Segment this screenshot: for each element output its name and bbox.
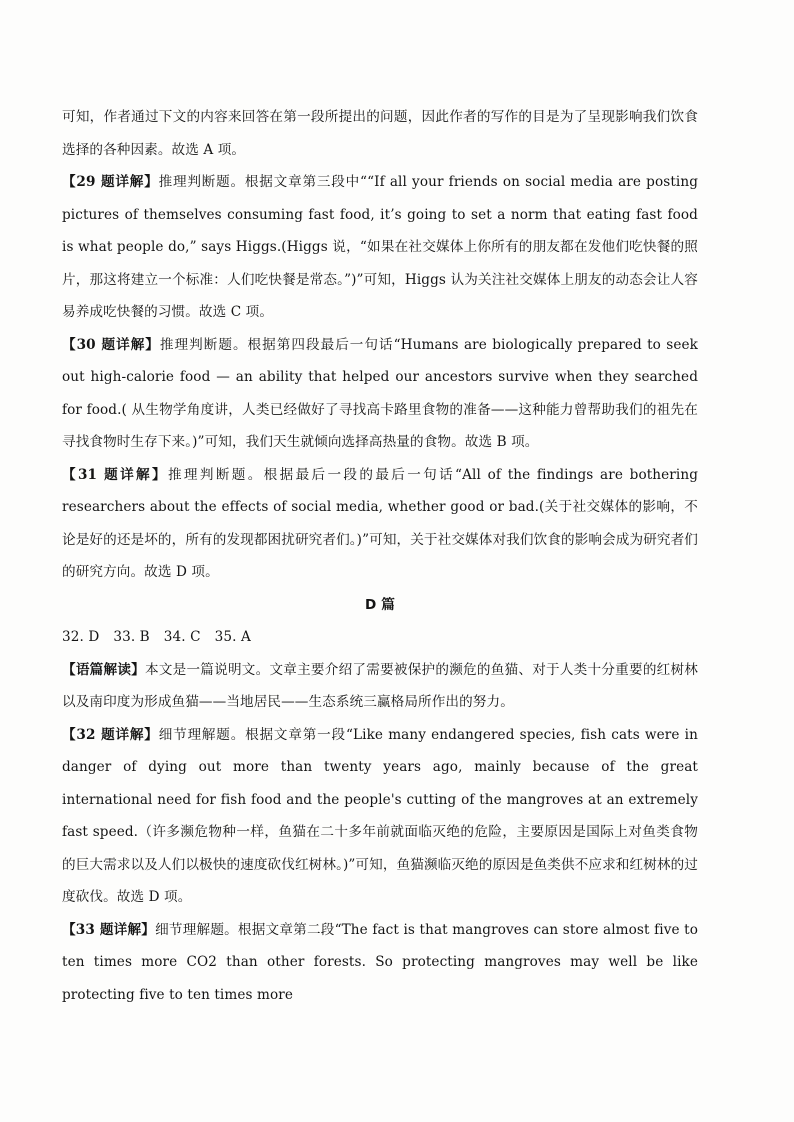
q31-explanation <box>62 459 698 589</box>
intro-paragraph: 可知，作者通过下文的内容来回答在第一段所提出的问题，因此作者的写作的目是为了呈现影响我们饮食选择的各种因素。故选 A 项。 <box>62 109 698 158</box>
q32-explanation <box>62 719 698 914</box>
answer-35: 35. A <box>214 629 251 645</box>
q30-text: 推理判断题。根据第四段最后一句话“Humans are biologically prepared to seek out high-calorie food — an ability that helped our ancestors survive when they searched for food.( 从生物学角度讲，人类已经做好了寻找高卡路里食物的准备——这种能力曾帮助我们的祖先在寻找食物时生存下来。)”可知，我们天生就倾向选择高热量的食物。故选 B 项。 <box>62 336 698 450</box>
q29-tag: 【29 题详解】 <box>62 174 159 190</box>
q29-text: 推理判断题。根据文章第三段中““If all your friends on social media are posting pictures of themselves consuming fast food, it’s going to set a norm that eating fast food is what people do,” says Higgs.(Higgs 说，“如果在社交媒体上你所有的朋友都在发他们吃快餐的照片，那这将建立一个标准：人们吃快餐是常态。”)”可知，Higgs 认为关注社交媒体上朋友的动态会让人容易养成吃快餐的习惯。故选 C 项。 <box>62 174 698 320</box>
q32-text: 细节理解题。根据文章第一段“Like many endangered species, fish cats were in danger of dying out more than twenty years ago, mainly because of the great international need for fish food and the people's cutting of the mangroves at an extremely fast speed.（许多濒危物种一样，鱼猫在二十多年前就面临灭绝的危险，主要原因是国际上对鱼类食物的巨大需求以及人们以极快的速度砍伐红树林。)”可知，鱼猫濒临灭绝的原因是鱼类供不应求和红树林的过度砍伐。故选 D 项。 <box>62 726 698 905</box>
q32-tag: 【32 题详解】 <box>62 726 159 743</box>
q29-explanation <box>62 166 698 329</box>
q33-tag: 【33 题详解】 <box>62 921 156 938</box>
answer-34: 34. C <box>163 629 201 645</box>
answer-33: 33. B <box>113 629 150 645</box>
q31-text: 推理判断题。根据最后一段的最后一句话“All of the findings are bothering researchers about the effects of social media, whether good or bad.(关于社交媒体的影响，不论是好的还是坏的，所有的发现都困扰研究者们。)”可知，关于社交媒体对我们饮食的影响会成为研究者们的研究方向。故选 D 项。 <box>62 466 699 580</box>
q31-tag: 【31 题详解】 <box>62 466 168 483</box>
q33-explanation <box>62 914 698 1012</box>
reading-text: 本文是一篇说明文。文章主要介绍了需要被保护的濒危的鱼猫、对于人类十分重要的红树林以及南印度为形成鱼猫——当地居民——生态系统三赢格局所作出的努力。 <box>62 661 698 710</box>
q30-explanation <box>62 329 698 459</box>
answer-explanations <box>62 101 698 1011</box>
q30-tag: 【30 题详解】 <box>62 336 160 353</box>
reading-tag: 【语篇解读】 <box>62 661 145 678</box>
answer-key <box>62 621 698 654</box>
section-d-title: D 篇 <box>365 596 395 613</box>
reading-summary <box>62 654 698 719</box>
q33-text: 细节理解题。根据文章第二段“The fact is that mangroves can store almost five to ten times more CO2 than other forests. So protecting mangroves may well be like protecting five to ten times more <box>62 921 698 1003</box>
answer-32: 32. D <box>62 629 100 645</box>
